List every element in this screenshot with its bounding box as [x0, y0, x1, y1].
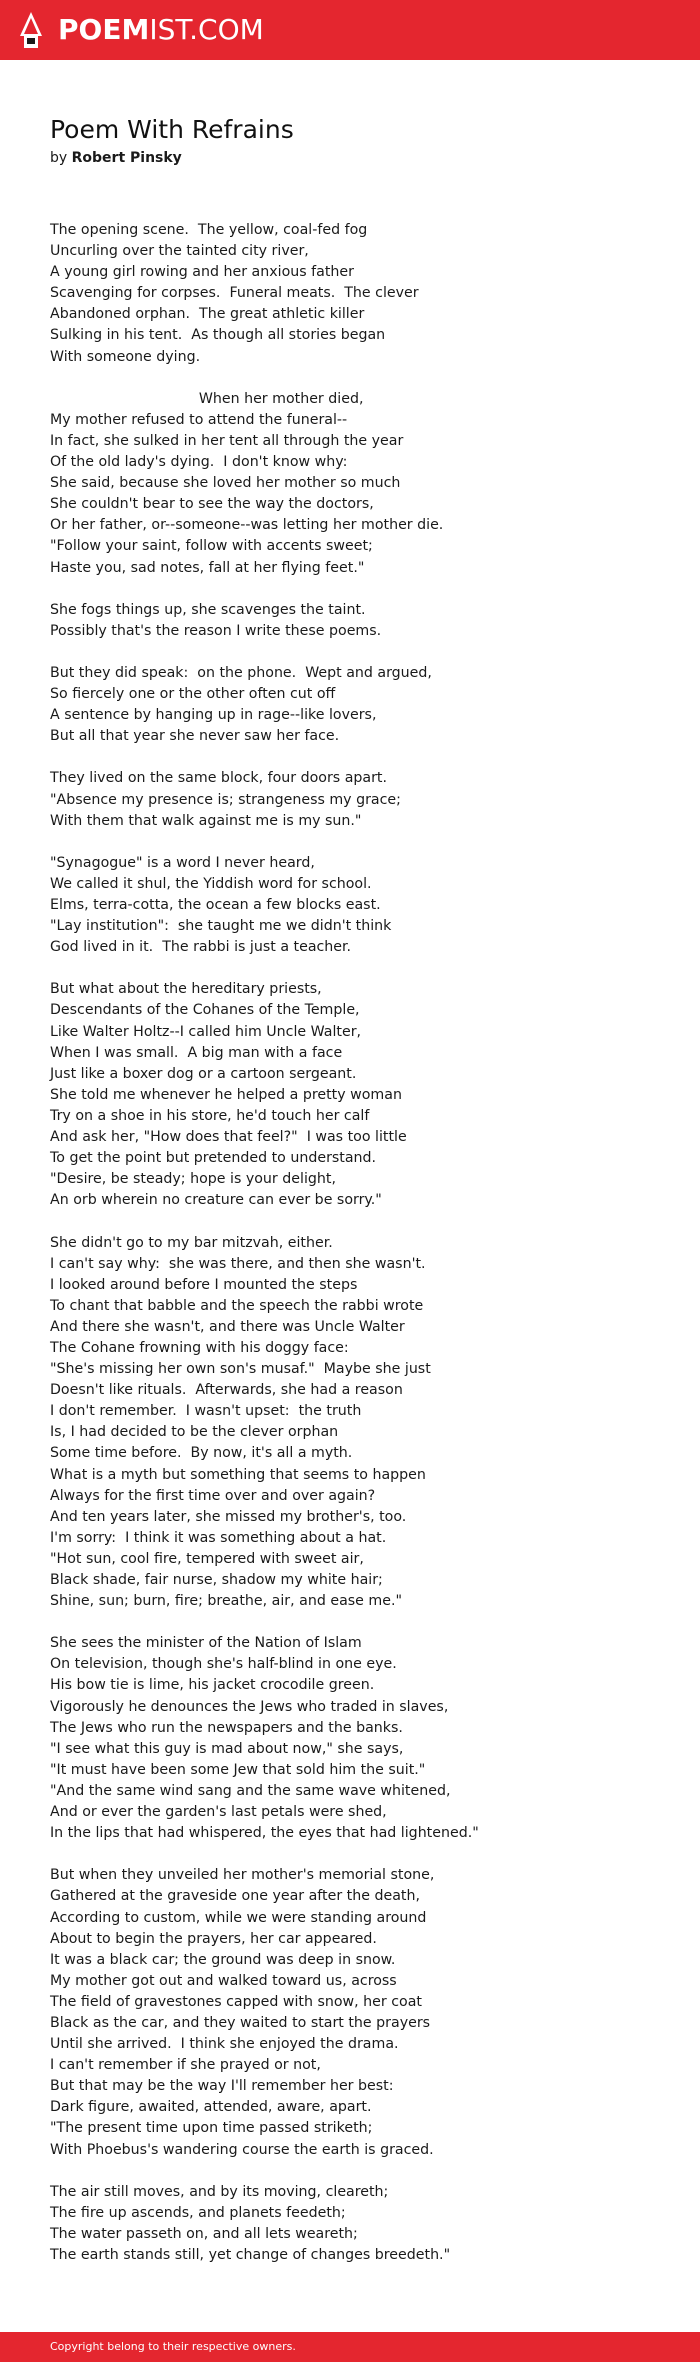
- poem-line: Just like a boxer dog or a cartoon sergeant.: [50, 1065, 357, 1082]
- poem-line: Is, I had decided to be the clever orphan: [50, 1424, 339, 1441]
- poem-title: Poem With Refrains: [50, 115, 294, 144]
- stanza-break: [50, 958, 670, 979]
- poem-line: She didn't go to my bar mitzvah, either.: [50, 1234, 333, 1251]
- poem-line: "It must have been some Jew that sold him the suit.": [50, 1761, 426, 1778]
- poem-line: Shine, sun; burn, fire; breathe, air, and ease me.": [50, 1593, 402, 1610]
- poem-line: To chant that babble and the speech the rabbi wrote: [50, 1297, 424, 1314]
- poem-line: On television, though she's half-blind in one eye.: [50, 1656, 397, 1673]
- poem-line: Like Walter Holtz--I called him Uncle Walter,: [50, 1023, 362, 1040]
- poem-line: "Synagogue" is a word I never heard,: [50, 854, 315, 871]
- poem-line: In the lips that had whispered, the eyes that had lightened.": [50, 1825, 479, 1842]
- poem-line: She couldn't bear to see the way the doctors,: [50, 496, 374, 513]
- poem-line: A young girl rowing and her anxious father: [50, 264, 354, 281]
- stanza-break: [50, 579, 670, 600]
- poem-line: It was a black car; the ground was deep in snow.: [50, 1951, 396, 1968]
- poem-line: I can't say why: she was there, and then she wasn't.: [50, 1255, 426, 1272]
- poem-line: The earth stands still, yet change of changes breedeth.": [50, 2247, 451, 2263]
- poem-line: And there she wasn't, and there was Uncle Walter: [50, 1318, 405, 1335]
- poem-line: "She's missing her own son's musaf." Maybe she just: [50, 1361, 431, 1378]
- poem-body: [50, 220, 670, 2266]
- poem-line: "Absence my presence is; strangeness my grace;: [50, 791, 401, 808]
- poem-line: But they did speak: on the phone. Wept and argued,: [50, 664, 432, 681]
- poem-line: A sentence by hanging up in rage--like lovers,: [50, 707, 377, 724]
- poem-line: Or her father, or--someone--was letting her mother die.: [50, 517, 444, 534]
- poem-line: And ten years later, she missed my brother's, too.: [50, 1508, 407, 1525]
- poem-line: So fiercely one or the other often cut off: [50, 686, 336, 703]
- poem-line: But that may be the way I'll remember her best:: [50, 2078, 394, 2095]
- stanza-break: [50, 747, 670, 768]
- poem-line: The water passeth on, and all lets weareth;: [50, 2225, 358, 2242]
- poem-line: "And the same wind sang and the same wave whitened,: [50, 1782, 451, 1799]
- poem-line: The air still moves, and by its moving, cleareth;: [50, 2183, 389, 2200]
- poem-line: "The present time upon time passed striketh;: [50, 2120, 373, 2137]
- by-label: by: [50, 150, 68, 166]
- poem-line: Some time before. By now, it's all a myth.: [50, 1445, 353, 1462]
- poem-line: Possibly that's the reason I write these poems.: [50, 622, 382, 639]
- poem-line: Try on a shoe in his store, he'd touch her calf: [50, 1107, 370, 1124]
- poem-line: They lived on the same block, four doors apart.: [50, 770, 388, 787]
- stanza-break: [50, 642, 670, 663]
- stanza-break: [50, 832, 670, 853]
- poem-line: "Lay institution": she taught me we didn't think: [50, 918, 392, 935]
- poem-line: In fact, she sulked in her tent all through the year: [50, 432, 404, 449]
- poem-line: Uncurling over the tainted city river,: [50, 243, 309, 260]
- poem-line: She said, because she loved her mother so much: [50, 475, 401, 492]
- pen-nib-icon[interactable]: [18, 10, 44, 50]
- poem-line: I can't remember if she prayed or not,: [50, 2057, 321, 2074]
- stanza-break: [50, 2161, 670, 2182]
- byline: [50, 148, 182, 168]
- poem-line: "Follow your saint, follow with accents sweet;: [50, 538, 373, 555]
- site-logo[interactable]: [58, 13, 264, 47]
- poem-line: What is a myth but something that seems to happen: [50, 1466, 426, 1483]
- author-name[interactable]: Robert Pinsky: [71, 150, 182, 166]
- poem-line: She sees the minister of the Nation of Islam: [50, 1635, 362, 1652]
- poem-line: With someone dying.: [50, 348, 201, 365]
- poem-line: Vigorously he denounces the Jews who traded in slaves,: [50, 1698, 449, 1715]
- poem-line: My mother refused to attend the funeral--: [50, 411, 348, 428]
- poem-line: I looked around before I mounted the steps: [50, 1276, 358, 1293]
- stanza-break: [50, 368, 670, 389]
- stanza-break: [50, 1612, 670, 1633]
- poem-line: God lived in it. The rabbi is just a teacher.: [50, 939, 352, 956]
- logo-light-text: IST.COM: [149, 13, 264, 46]
- poem-line: With Phoebus's wandering course the earth is graced.: [50, 2141, 434, 2158]
- poem-line: The fire up ascends, and planets feedeth;: [50, 2204, 346, 2221]
- poem-line: When I was small. A big man with a face: [50, 1044, 343, 1061]
- poem-line: I don't remember. I wasn't upset: the truth: [50, 1403, 362, 1420]
- poem-line: The opening scene. The yellow, coal-fed fog: [50, 222, 368, 238]
- poem-line: "Desire, be steady; hope is your delight,: [50, 1171, 336, 1188]
- poem-line: Scavenging for corpses. Funeral meats. The clever: [50, 285, 419, 302]
- poem-line: But what about the hereditary priests,: [50, 981, 322, 998]
- poem-line: The Jews who run the newspapers and the banks.: [50, 1719, 403, 1736]
- poem-line: Abandoned orphan. The great athletic killer: [50, 306, 365, 323]
- poem-line: The field of gravestones capped with snow, her coat: [50, 1993, 422, 2010]
- poem-line: Sulking in his tent. As though all stories began: [50, 327, 386, 344]
- site-header: [0, 0, 700, 60]
- poem-line: Haste you, sad notes, fall at her flying feet.": [50, 559, 365, 576]
- poem-line: "I see what this guy is mad about now," she says,: [50, 1740, 404, 1757]
- poem-line: Black shade, fair nurse, shadow my white hair;: [50, 1572, 383, 1588]
- poem-line: She fogs things up, she scavenges the taint.: [50, 601, 366, 618]
- copyright-text: Copyright belong to their respective owners.: [50, 2340, 296, 2353]
- site-footer: [0, 2332, 700, 2362]
- logo-bold-text: POEM: [58, 13, 150, 46]
- poem-line: But all that year she never saw her face.: [50, 728, 340, 745]
- poem-line: When her mother died,: [50, 390, 364, 407]
- poem-line: Doesn't like rituals. Afterwards, she had a reason: [50, 1382, 403, 1399]
- poem-line: She told me whenever he helped a pretty woman: [50, 1086, 402, 1103]
- poem-line: To get the point but pretended to understand.: [50, 1150, 377, 1167]
- poem-line: "Hot sun, cool fire, tempered with sweet air,: [50, 1550, 364, 1567]
- poem-line: Until she arrived. I think she enjoyed the drama.: [50, 2036, 399, 2053]
- stanza-break: [50, 1211, 670, 1232]
- poem-line: But when they unveiled her mother's memorial stone,: [50, 1867, 435, 1884]
- poem-line: Gathered at the graveside one year after the death,: [50, 1888, 420, 1905]
- poem-line: Black as the car, and they waited to start the prayers: [50, 2014, 431, 2031]
- poem-line: My mother got out and walked toward us, across: [50, 1972, 397, 1989]
- poem-line: According to custom, while we were standing around: [50, 1909, 427, 1926]
- poem-line: And ask her, "How does that feel?" I was too little: [50, 1129, 407, 1146]
- poem-line: And or ever the garden's last petals were shed,: [50, 1804, 387, 1821]
- poem-line: Elms, terra-cotta, the ocean a few blocks east.: [50, 897, 381, 913]
- stanza-break: [50, 1844, 670, 1865]
- poem-line: Always for the first time over and over again?: [50, 1487, 376, 1504]
- poem-line: The Cohane frowning with his doggy face:: [50, 1339, 349, 1356]
- poem-line: An orb wherein no creature can ever be sorry.": [50, 1192, 382, 1209]
- poem-line: I'm sorry: I think it was something about a hat.: [50, 1529, 387, 1546]
- poem-line: With them that walk against me is my sun.": [50, 812, 362, 829]
- poem-line: Descendants of the Cohanes of the Temple,: [50, 1002, 360, 1019]
- poem-line: His bow tie is lime, his jacket crocodile green.: [50, 1677, 375, 1694]
- poem-line: Of the old lady's dying. I don't know why:: [50, 454, 348, 471]
- poem-line: Dark figure, awaited, attended, aware, apart.: [50, 2099, 372, 2116]
- poem-line: We called it shul, the Yiddish word for school.: [50, 875, 372, 892]
- poem-line: About to begin the prayers, her car appeared.: [50, 1930, 377, 1947]
